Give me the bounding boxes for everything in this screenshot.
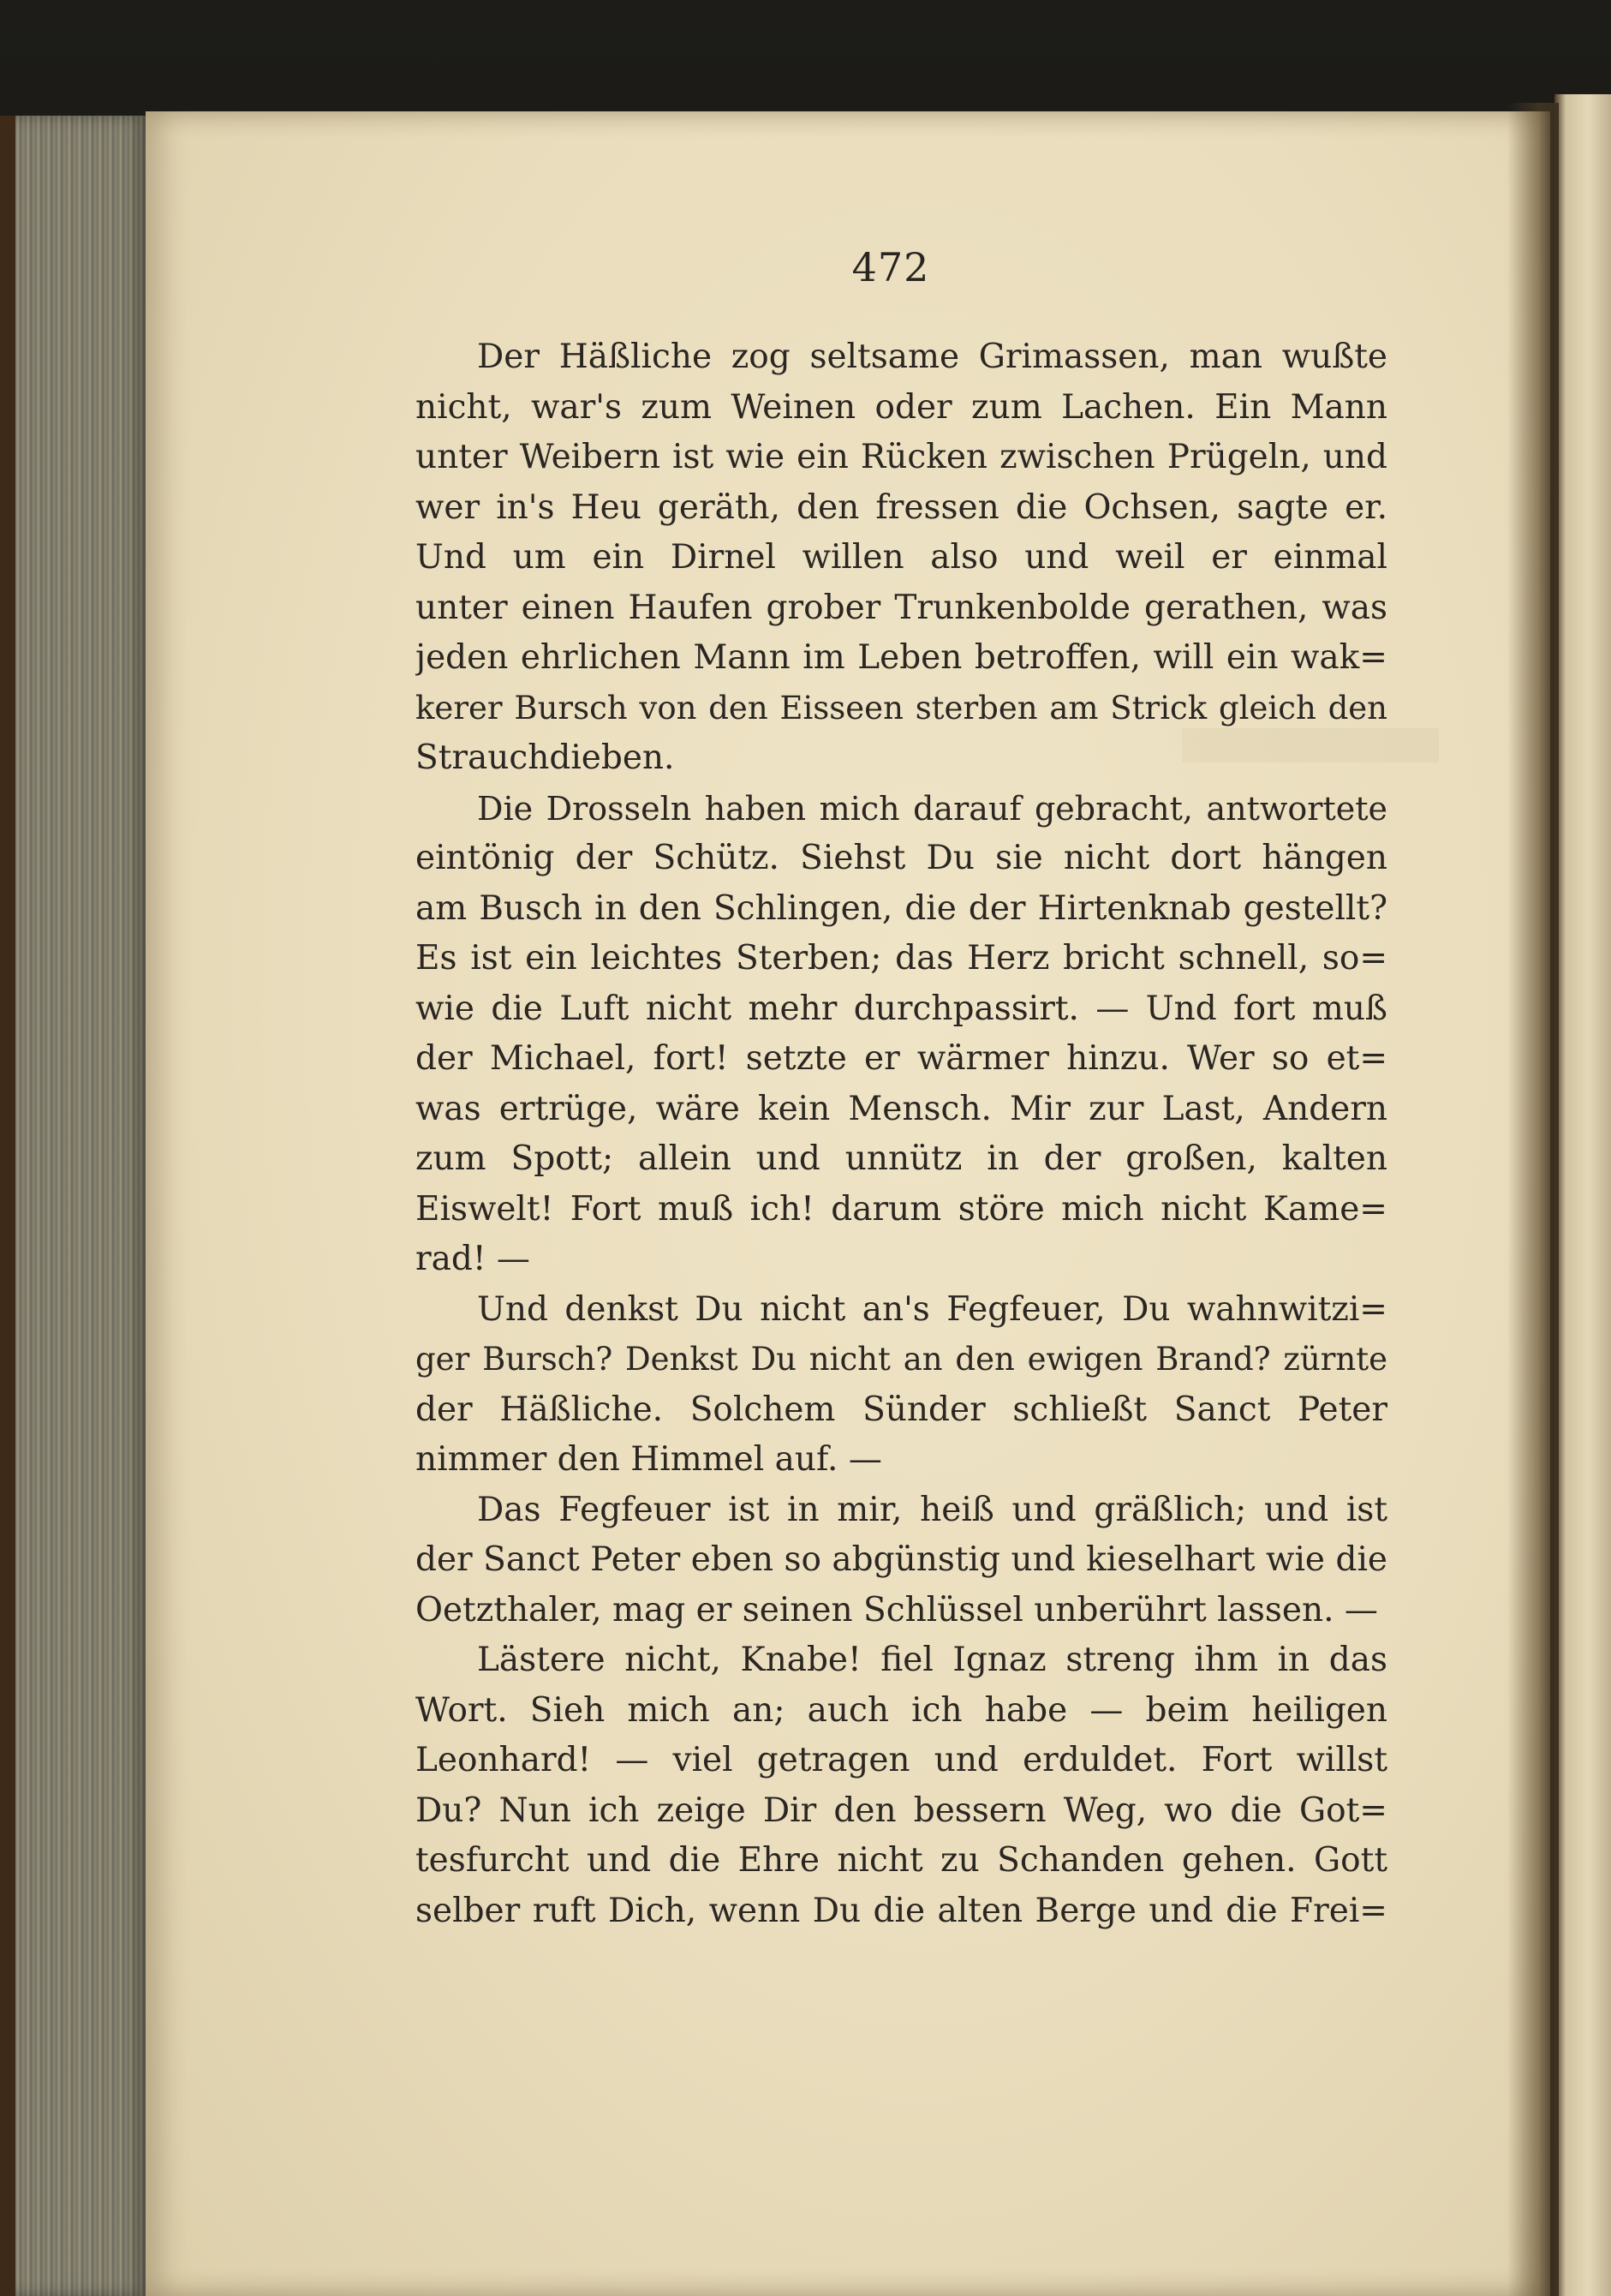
text-line: eintönig der Schütz. Siehst Du sie nicht dort hängen [415, 839, 1387, 877]
text-line: unter einen Haufen grober Trunkenbolde gerathen, was [415, 588, 1387, 627]
text-line: Du? Nun ich zeige Dir den bessern Weg, wo die Got= [415, 1791, 1387, 1830]
text-line: am Busch in den Schlingen, die der Hirtenknab gestellt? [415, 888, 1387, 928]
text-line: Die Drosseln haben mich darauf gebracht, antwortete [477, 789, 1387, 828]
text-line: kerer Bursch von den Eisseen sterben am Strick gleich den [415, 689, 1387, 726]
text-line: selber ruft Dich, wenn Du die alten Berge und die Frei= [415, 1891, 1387, 1930]
right-page-edges [1554, 94, 1611, 2296]
text-line: Oetzthaler, mag er seinen Schlüssel unberührt lassen. — [415, 1590, 1378, 1629]
text-line: zum Spott; allein und unnütz in der großen, kalten [415, 1139, 1387, 1178]
left-page-edges [0, 116, 150, 2296]
text-line: der Häßliche. Solchem Sünder schließt Sanct Peter [415, 1390, 1387, 1429]
text-line: nicht, war's zum Weinen oder zum Lachen. Ein Mann [415, 387, 1387, 427]
text-line: Eiswelt! Fort muß ich! darum störe mich nicht Kame= [415, 1189, 1387, 1229]
text-line: was ertrüge, wäre kein Mensch. Mir zur Last, Andern [415, 1089, 1387, 1128]
text-line: wer in's Heu geräth, den fressen die Ochsen, sagte er. [415, 487, 1387, 527]
text-line: Und um ein Dirnel willen also und weil er einmal [415, 538, 1387, 577]
page-gutter-shadow [1507, 103, 1559, 2296]
text-line: Leonhard! — viel getragen und erduldet. Fort willst [415, 1741, 1387, 1779]
text-line: jeden ehrlichen Mann im Leben betroffen, will ein wak= [415, 638, 1387, 677]
text-line: rad! — [415, 1240, 530, 1278]
text-line: Wort. Sieh mich an; auch ich habe — beim heiligen [415, 1690, 1387, 1730]
body-text [415, 332, 1387, 1936]
text-line: der Sanct Peter eben so abgünstig und kieselhart wie die [415, 1540, 1387, 1579]
text-line: Und denkst Du nicht an's Fegfeuer, Du wahnwitzi= [477, 1289, 1387, 1329]
text-line: Das Fegfeuer ist in mir, heiß und gräßlich; und ist [477, 1490, 1387, 1529]
text-line: der Michael, fort! setzte er wärmer hinzu. Wer so et= [415, 1039, 1387, 1078]
text-line: nimmer den Himmel auf. — [415, 1440, 882, 1479]
text-line: tesfurcht und die Ehre nicht zu Schanden gehen. Gott [415, 1841, 1387, 1880]
text-line: ger Bursch? Denkst Du nicht an den ewigen Brand? zürnte [415, 1341, 1387, 1378]
text-line: Es ist ein leichtes Sterben; das Herz bricht schnell, so= [415, 939, 1387, 978]
text-line: Der Häßliche zog seltsame Grimassen, man wußte [477, 338, 1387, 376]
text-line: wie die Luft nicht mehr durchpassirt. — Und fort muß [415, 989, 1387, 1028]
text-line: Strauchdieben. [415, 738, 675, 777]
text-line: Lästere nicht, Knabe! fiel Ignaz streng ihm in das [477, 1641, 1387, 1679]
page-number: 472 [851, 244, 930, 290]
text-line: unter Weibern ist wie ein Rücken zwischen Prügeln, und [415, 438, 1387, 476]
